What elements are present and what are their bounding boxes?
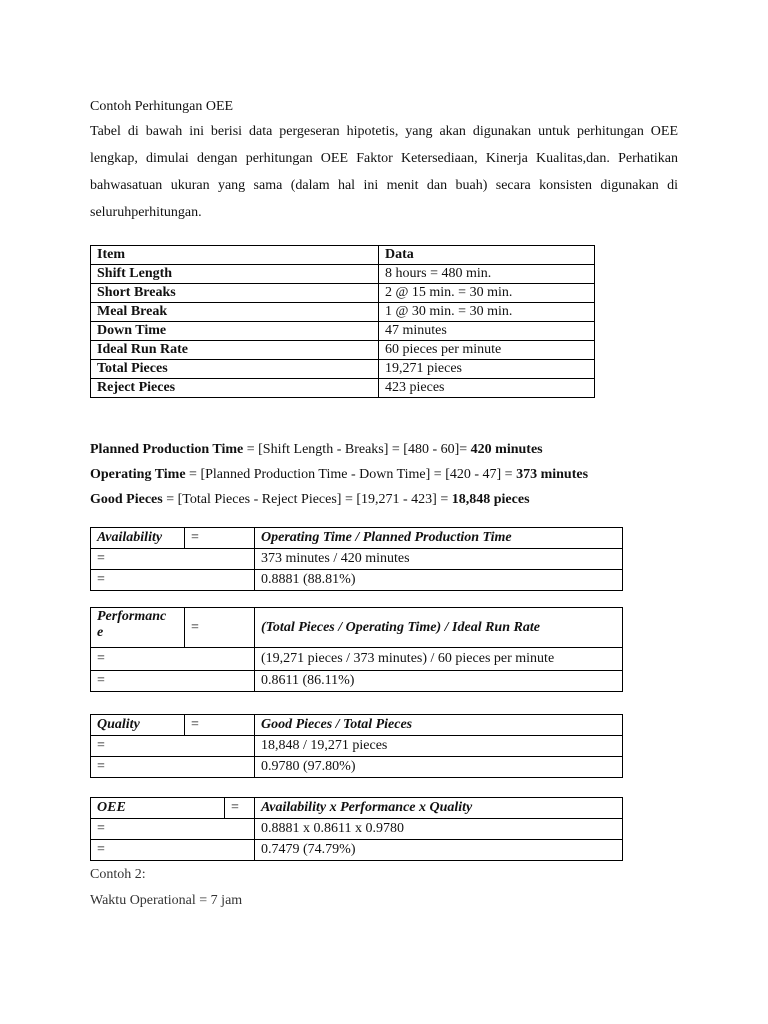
intro-paragraph: Tabel di bawah ini berisi data pergeseran hipotetis, yang akan digunakan untuk perhitungan OEE lengkap, dimulai dengan perhitungan OEE Faktor Ketersediaan, Kinerja Kualitas,dan. Perhatikan bahwasatuan ukuran yang sama (dalam hal ini menit dan buah) secara konsisten digunakan di seluruhperhitungan. xyxy=(90,124,678,220)
equals-sign: = xyxy=(185,608,255,648)
row-value: 60 pieces per minute xyxy=(379,341,595,360)
row-label: Shift Length xyxy=(91,265,379,284)
availability-formula: Operating Time / Planned Production Time xyxy=(255,528,623,549)
performance-table xyxy=(90,607,623,692)
availability-table xyxy=(90,527,623,591)
table-row xyxy=(91,303,595,322)
table-row xyxy=(91,360,595,379)
quality-formula: Good Pieces / Total Pieces xyxy=(255,715,623,736)
performance-header-row xyxy=(91,608,623,648)
table-row: = 0.8881 x 0.8611 x 0.9780 xyxy=(91,819,623,840)
row-value: 19,271 pieces xyxy=(379,360,595,379)
table-row xyxy=(91,265,595,284)
table-row: = 0.9780 (97.80%) xyxy=(91,757,623,778)
table-row: = 0.7479 (74.79%) xyxy=(91,840,623,861)
equals-sign: = xyxy=(225,798,255,819)
formula-line-planned: Planned Production Time = [Shift Length - Breaks] = [480 - 60]= 420 minutes xyxy=(90,442,543,457)
oee-formula: Availability x Performance x Quality xyxy=(255,798,623,819)
table-header-row xyxy=(91,246,595,265)
quality-label: Quality xyxy=(91,715,185,736)
oee-header-row xyxy=(91,798,623,819)
row-label: Reject Pieces xyxy=(91,379,379,398)
availability-label: Availability xyxy=(91,528,185,549)
row-label: Ideal Run Rate xyxy=(91,341,379,360)
table-row: = 0.8611 (86.11%) xyxy=(91,671,623,692)
performance-formula: (Total Pieces / Operating Time) / Ideal Run Rate xyxy=(255,608,623,648)
waktu-operational-line: Waktu Operational = 7 jam xyxy=(90,893,243,908)
data-table xyxy=(90,245,595,398)
row-value: 423 pieces xyxy=(379,379,595,398)
row-value: 47 minutes xyxy=(379,322,595,341)
row-label: Short Breaks xyxy=(91,284,379,303)
table-row: = 0.8881 (88.81%) xyxy=(91,570,623,591)
row-value: 1 @ 30 min. = 30 min. xyxy=(379,303,595,322)
row-label: Total Pieces xyxy=(91,360,379,379)
availability-header-row xyxy=(91,528,623,549)
performance-label: Performanc e xyxy=(91,608,185,648)
row-label: Meal Break xyxy=(91,303,379,322)
formula-line-good: Good Pieces = [Total Pieces - Reject Pieces] = [19,271 - 423] = 18,848 pieces xyxy=(90,492,530,507)
header-data: Data xyxy=(379,246,595,265)
row-value: 2 @ 15 min. = 30 min. xyxy=(379,284,595,303)
row-value: 8 hours = 480 min. xyxy=(379,265,595,284)
table-row: = (19,271 pieces / 373 minutes) / 60 pieces per minute xyxy=(91,648,623,671)
table-row xyxy=(91,341,595,360)
example-2-label: Contoh 2: xyxy=(90,867,146,882)
table-row xyxy=(91,284,595,303)
table-row xyxy=(91,322,595,341)
heading: Contoh Perhitungan OEE xyxy=(90,99,234,114)
oee-table xyxy=(90,797,623,861)
header-item: Item xyxy=(91,246,379,265)
equals-sign: = xyxy=(185,715,255,736)
formula-line-operating: Operating Time = [Planned Production Time - Down Time] = [420 - 47] = 373 minutes xyxy=(90,467,589,482)
oee-label: OEE xyxy=(91,798,225,819)
table-row: = 373 minutes / 420 minutes xyxy=(91,549,623,570)
quality-header-row xyxy=(91,715,623,736)
table-row xyxy=(91,379,595,398)
quality-table xyxy=(90,714,623,778)
table-row: = 18,848 / 19,271 pieces xyxy=(91,736,623,757)
row-label: Down Time xyxy=(91,322,379,341)
equals-sign: = xyxy=(185,528,255,549)
